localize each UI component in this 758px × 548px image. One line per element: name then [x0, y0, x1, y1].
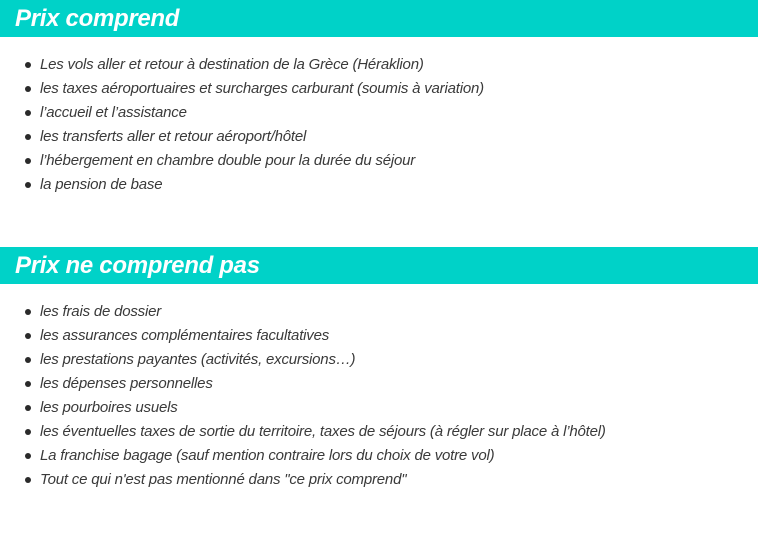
bullet-icon: [25, 182, 31, 188]
bullet-icon: [25, 429, 31, 435]
bullet-icon: [25, 453, 31, 459]
list-item-text: Tout ce qui n'est pas mentionné dans "ce prix comprend": [40, 471, 407, 488]
bullet-icon: [25, 158, 31, 164]
list-item-text: les dépenses personnelles: [40, 375, 213, 392]
section-header-includes: [0, 0, 758, 37]
bullet-icon: [25, 357, 31, 363]
list-item: [0, 324, 758, 348]
list-item-text: les taxes aéroportuaires et surcharges carburant (soumis à variation): [40, 80, 484, 97]
bullet-icon: [25, 110, 31, 116]
section-price-excludes: [0, 247, 758, 492]
bullet-icon: [25, 477, 31, 483]
list-item-text: les pourboires usuels: [40, 399, 178, 416]
list-item-text: les transferts aller et retour aéroport/hôtel: [40, 128, 307, 145]
list-item: [0, 300, 758, 324]
bullet-icon: [25, 405, 31, 411]
list-item-text: Les vols aller et retour à destination de la Grèce (Héraklion): [40, 56, 424, 73]
list-item-text: les éventuelles taxes de sortie du territoire, taxes de séjours (à régler sur place à l’hôtel): [40, 423, 606, 440]
list-item: [0, 420, 758, 444]
list-excludes: [0, 284, 758, 492]
list-item: [0, 53, 758, 77]
list-item: [0, 173, 758, 197]
list-item-text: l’hébergement en chambre double pour la durée du séjour: [40, 152, 416, 169]
list-item-text: l’accueil et l’assistance: [40, 104, 187, 121]
list-item-text: les frais de dossier: [40, 303, 162, 320]
bullet-icon: [25, 62, 31, 68]
list-item: [0, 149, 758, 173]
list-item: [0, 77, 758, 101]
list-item: [0, 101, 758, 125]
list-item: [0, 372, 758, 396]
list-item-text: les assurances complémentaires facultatives: [40, 327, 330, 344]
bullet-icon: [25, 86, 31, 92]
list-item: [0, 125, 758, 149]
list-item-text: les prestations payantes (activités, excursions…): [40, 351, 356, 368]
section-title-excludes: Prix ne comprend pas: [15, 252, 260, 279]
list-item: [0, 444, 758, 468]
list-item: [0, 396, 758, 420]
section-header-excludes: [0, 247, 758, 284]
list-item-text: la pension de base: [40, 176, 163, 193]
list-item: [0, 348, 758, 372]
bullet-icon: [25, 134, 31, 140]
section-price-includes: [0, 0, 758, 197]
list-item-text: La franchise bagage (sauf mention contraire lors du choix de votre vol): [40, 447, 495, 464]
bullet-icon: [25, 381, 31, 387]
list-includes: [0, 37, 758, 197]
list-item: [0, 468, 758, 492]
section-title-includes: Prix comprend: [15, 5, 180, 32]
bullet-icon: [25, 333, 31, 339]
bullet-icon: [25, 309, 31, 315]
